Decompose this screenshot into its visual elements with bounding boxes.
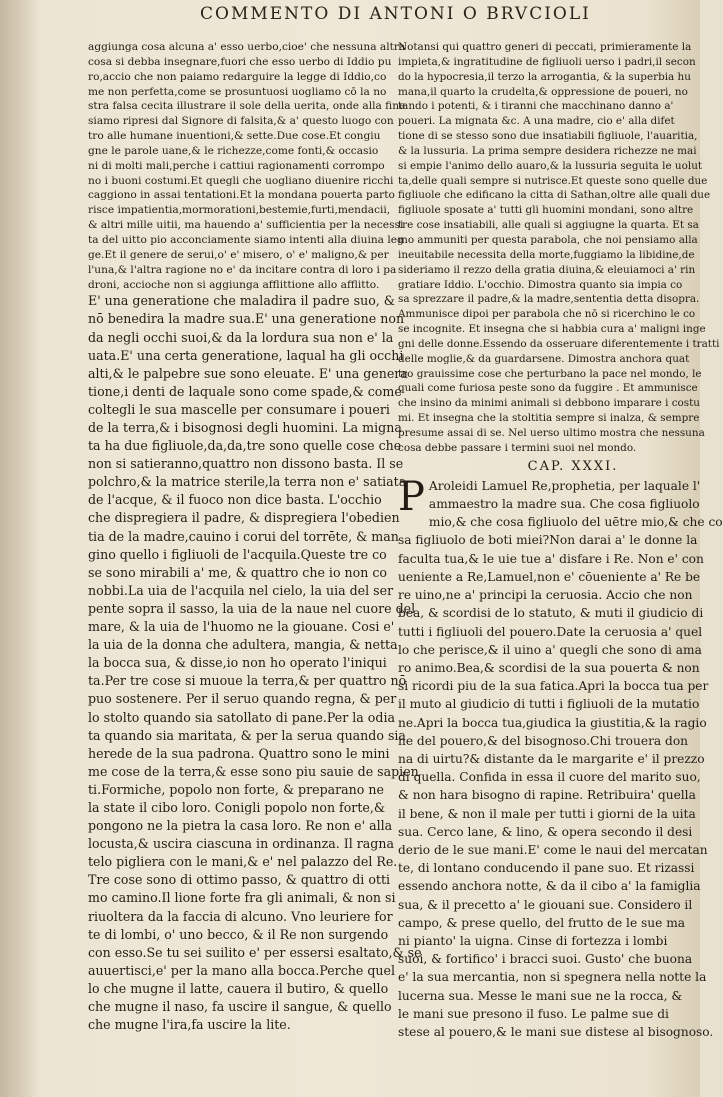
scripture-line: & non hara bisogno di rapine. Retribuira' quella xyxy=(398,788,696,803)
scripture-line: te di lombi, o' uno becco, & il Re non surgendo xyxy=(88,926,389,942)
commentary-line: siamo ripresi dal Signore di falsita,& a' questo luogo con xyxy=(88,115,394,128)
scripture-line: ro animo.Bea,& scordisi de la sua pouerta & non xyxy=(398,660,700,675)
commentary-line: risce impatientia,mormorationi,bestemie,furti,mendacii, xyxy=(88,204,391,217)
scripture-line: nō benedira la madre sua.E' una generatione non xyxy=(88,311,405,327)
commentary-line: caggiono in assai tentationi.Et la mondana pouerta parto xyxy=(88,189,395,202)
scripture-line: che mugne il naso, fa uscire il sangue, & quello xyxy=(88,999,392,1014)
commentary-line: tro grauissime cose che perturbano la pace nel mondo, le xyxy=(398,367,702,380)
chapter-heading: CAP. XXXI. xyxy=(527,458,619,474)
scripture-line: ne.Apri la bocca tua,giudica la giustitia,& la ragio xyxy=(398,715,707,730)
scripture-line: si ricordi piu de la sua fatica.Apri la bocca tua per xyxy=(398,679,709,694)
scripture-line: puo sostenere. Per il seruo quando regna, & per xyxy=(88,691,397,707)
commentary-line: ge.Et il genere de serui,o' e' misero, o' e' maligno,& per xyxy=(88,248,389,261)
commentary-line: Ammunisce dipoi per parabola che nō si ricerchino le co xyxy=(398,308,696,321)
commentary-line: do la hypocresia,il terzo la arrogantia, & la superbia hu xyxy=(398,70,691,83)
scripture-line: me cose de la terra,& esse sono piu sauie de sapien xyxy=(88,763,419,779)
scripture-line: ueniente a Re,Lamuel,non e' cōueniente a' Re be xyxy=(398,569,701,584)
scripture-line: mare, & la uia de l'huomo ne la giouane. Cosi e' xyxy=(88,619,395,635)
commentary-line: ta del uitto pio acconciamente siamo intenti alla diuina leg xyxy=(88,233,404,246)
scripture-line: sua, & il precetto a' le giouani sue. Considero il xyxy=(398,897,693,912)
scripture-line: non si satieranno,quattro non dissono basta. Il se xyxy=(88,456,404,472)
commentary-line: ni di molti mali,perche i cattiui ragionamenti corrompo xyxy=(88,159,385,172)
commentary-line: droni, accioche non si aggiunga afflittione allo afflitto. xyxy=(88,278,380,291)
scripture-line: ammaestro la madre sua. Che cosa figliuolo xyxy=(428,497,700,512)
running-title: COMMENTO DI ANTONI O BRVCIOLI xyxy=(200,4,591,24)
commentary-line: impieta,& ingratitudine de figliuoli uerso i padri,il secon xyxy=(398,55,696,68)
scripture-line: stese al pouero,& le mani sue distese al bisognoso. xyxy=(398,1024,714,1039)
commentary-line: mo ammuniti per questa parabola, che noi pensiamo alla xyxy=(398,233,698,246)
scripture-line: ta ha due figliuole,da,da,tre sono quelle cose che xyxy=(88,438,402,454)
scripture-line: con esso.Se tu sei suilito e' per essersi esaltato,& se xyxy=(88,944,422,960)
scripture-line: lo stolto quando sia satollato di pane.Per la odia xyxy=(88,709,395,725)
right-column xyxy=(398,40,723,1041)
commentary-line: mana,il quarto la crudelta,& oppressione de poueri, no xyxy=(398,85,688,98)
commentary-line: si empie l'animo dello auaro,& la lussuria seguita le uolut xyxy=(398,159,703,172)
commentary-line: quali come furiosa peste sono da fuggire . Et ammunisce xyxy=(398,382,698,395)
scripture-line: pongono ne la pietra la casa loro. Re non e' alla xyxy=(88,818,393,834)
commentary-line: ta,delle quali sempre si nutrisce.Et queste sono quelle due xyxy=(398,174,708,187)
commentary-line: cosa si debba insegnare,fuori che esso uerbo di Iddio pu xyxy=(88,55,392,68)
scripture-line: alti,& le palpebre sue sono eleuate. E' una genera xyxy=(88,365,408,381)
commentary-line: figliuole che edificano la citta di Sathan,oltre alle quali due xyxy=(398,189,711,202)
scripture-line: se sono mirabili a' me, & quattro che io non co xyxy=(88,564,387,580)
scripture-line: la bocca sua, & disse,io non ho operato l'iniqui xyxy=(88,655,387,671)
commentary-block-right xyxy=(398,40,720,456)
scripture-line: la state il cibo loro. Conigli popolo non forte,& xyxy=(88,799,386,815)
scripture-line: il muto al giudicio di tutti i figliuoli de la mutatio xyxy=(398,697,700,712)
commentary-line: tando i potenti, & i tiranni che macchinano danno a' xyxy=(398,100,674,113)
scripture-block-left xyxy=(88,292,422,1034)
commentary-line: & altri mille uitii, ma hauendo a' sufficientia per la necessi xyxy=(88,219,404,232)
scripture-line: ni pianto' la uigna. Cinse di fortezza i lombi xyxy=(398,933,668,948)
scripture-line: te, di lontano conducendo il pane suo. Et rizassi xyxy=(398,861,695,876)
scripture-line: sa figliuolo de boti miei?Non darai a' le donne la xyxy=(398,533,698,548)
scripture-line: gino quello i figliuoli de l'acquila.Queste tre co xyxy=(88,546,387,562)
scripture-line: ta.Per tre cose si muoue la terra,& per quattro nō xyxy=(88,673,407,689)
scripture-line: tutti i figliuoli del pouero.Date la ceruosia a' quel xyxy=(398,624,703,639)
commentary-line: & la lussuria. La prima sempre desidera richezze ne mai xyxy=(398,144,697,157)
commentary-line: delle moglie,& da guardarsene. Dimostra anchora quat xyxy=(398,352,690,365)
left-column xyxy=(88,40,422,1034)
drop-cap: P xyxy=(398,473,425,520)
scripture-line: e' la sua mercantia, non si spegnera nella notte la xyxy=(398,970,707,985)
commentary-line: ineuitabile necessita della morte,fuggiamo la libidine,de xyxy=(398,248,695,261)
commentary-line: sideriamo il rezzo della gratia diuina,& eleuiamoci a' rin xyxy=(398,263,696,276)
scripture-line: E' una generatione che maladira il padre suo, & xyxy=(88,293,396,309)
scripture-line: derio de le sue mani.E' come le naui del mercatan xyxy=(398,842,708,857)
scripture-line: lo che perisce,& il uino a' quegli che sono di ama xyxy=(398,642,702,657)
commentary-line: aggiunga cosa alcuna a' esso uerbo,cioe' che nessuna altra xyxy=(88,41,406,53)
commentary-line: presume assai di se. Nel uerso ultimo mostra che nessuna xyxy=(398,426,705,439)
scripture-line: tia de la madre,cauino i corui del torrēte, & man xyxy=(88,528,399,544)
scripture-line: ti.Formiche, popolo non forte, & preparano ne xyxy=(88,781,384,797)
commentary-line: no i buoni costumi.Et quegli che uogliano diuenire ricchi xyxy=(88,174,394,187)
commentary-line: tro alle humane inuentioni,& sette.Due cose.Et congiu xyxy=(88,130,381,143)
commentary-line: mi. Et insegna che la stoltitia sempre si inalza, & sempre xyxy=(398,412,700,425)
scripture-line: il bene, & non il male per tutti i giorni de la uita xyxy=(398,806,696,821)
scripture-line: ne del pouero,& del bisognoso.Chi trouera don xyxy=(398,733,689,748)
scripture-line: Aroleidi Lamuel Re,prophetia, per laquale l' xyxy=(428,478,701,493)
commentary-line: me non perfetta,come se prosuntuosi uogliamo cō la no xyxy=(88,85,387,98)
scripture-line: coltegli le sua mascelle per consumare i poueri xyxy=(88,401,390,417)
scripture-line: faculta tua,& le uie tue a' disfare i Re. Non e' con xyxy=(398,551,704,566)
commentary-line: ro,accio che non paiamo redarguire la legge di Iddio,co xyxy=(88,70,387,83)
commentary-line: che insino da minimi animali si debbono imparare i costu xyxy=(398,397,700,410)
scripture-line: de l'acque, & il fuoco non dice basta. L'occhio xyxy=(88,492,382,508)
scripture-line: mio,& che cosa figliuolo del uētre mio,& che co xyxy=(428,515,723,530)
scripture-line: suoi, & fortifico' i bracci suoi. Gusto' che buona xyxy=(398,952,693,967)
scripture-line: locusta,& uscira ciascuna in ordinanza. Il ragna xyxy=(88,836,394,852)
scripture-line: polchro,& la matrice sterile,la terra non e' satiata xyxy=(88,474,407,490)
scripture-line: che dispregiera il padre, & dispregiera l'obedien xyxy=(88,510,400,526)
commentary-line: se incognite. Et insegna che si habbia cura a' maligni inge xyxy=(398,323,706,336)
scripture-line: essendo anchora notte, & da il cibo a' la famiglia xyxy=(398,879,701,894)
scripture-block-right xyxy=(398,473,723,1041)
commentary-line: figliuole sposate a' tutti gli huomini mondani, sono altre xyxy=(398,204,694,217)
commentary-line: cosa debbe passare i termini suoi nel mondo. xyxy=(398,441,637,454)
commentary-line: tione di se stesso sono due insatiabili figliuole, l'auaritia, xyxy=(398,130,698,143)
scripture-line: na di uirtu?& distante da le margarite e' il prezzo xyxy=(398,751,705,766)
scripture-line: telo pigliera con le mani,& e' nel palazzo del Re. xyxy=(88,854,398,870)
scripture-line: mo camino.Il lione forte fra gli animali, & non si xyxy=(88,890,396,906)
scripture-line: tione,i denti de laquale sono come spade,& come xyxy=(88,383,402,399)
scripture-line: bea, & scordisi de lo statuto, & muti il giudicio di xyxy=(398,606,704,621)
scripture-line: pente sopra il sasso, la uia de la naue nel cuore del xyxy=(88,600,416,616)
scripture-line: la uia de la donna che adultera, mangia, & netta xyxy=(88,637,398,653)
scripture-line: campo, & prese quello, del frutto de le sue ma xyxy=(398,915,686,930)
commentary-line: gratiare Iddio. L'occhio. Dimostra quanto sia impia co xyxy=(398,278,683,291)
commentary-line: poueri. La mignata &c. A una madre, cio e' alla difet xyxy=(398,115,675,128)
scripture-line: riuoltera da la faccia di alcuno. Vno leuriere for xyxy=(88,908,393,924)
commentary-line: tre cose insatiabili, alle quali si aggiugne la quarta. Et sa xyxy=(398,219,699,232)
commentary-line: l'una,& l'altra ragione no e' da incitare contra di loro i pa xyxy=(88,263,397,276)
scripture-line: nobbi.La uia de l'acquila nel cielo, la uia del ser xyxy=(88,582,394,598)
scripture-line: re uino,ne a' principi la ceruosia. Accio che non xyxy=(398,588,693,603)
scripture-line: le mani sue presono il fuso. Le palme sue di xyxy=(398,1006,669,1021)
scripture-line: di quella. Confida in essa il cuore del marito suo, xyxy=(398,770,701,785)
commentary-line: Notansi qui quattro generi di peccati, primieramente la xyxy=(398,41,692,53)
commentary-line: gni delle donne.Essendo da osseruare diferentemente i tratti xyxy=(398,337,720,350)
gutter-shadow xyxy=(0,0,40,1097)
commentary-line: sa sprezzare il padre,& la madre,sententia detta disopra. xyxy=(398,293,700,306)
scripture-line: herede de la sua padrona. Quattro sono le mini xyxy=(88,745,390,761)
scripture-line: lucerna sua. Messe le mani sue ne la rocca, & xyxy=(398,988,683,1003)
commentary-line: stra falsa cecita illustrare il sole della uerita, onde alla fine xyxy=(88,100,406,113)
scripture-line: Tre cose sono di ottimo passo, & quattro di otti xyxy=(88,872,391,888)
scripture-line: lo che mugne il latte, cauera il butiro, & quello xyxy=(88,980,389,996)
scripture-line: sua. Cerco lane, & lino, & opera secondo il desi xyxy=(398,824,693,839)
scripture-line: uata.E' una certa generatione, laqual ha gli occhi xyxy=(88,347,404,363)
scripture-line: auuertisci,e' per la mano alla bocca.Perche quel xyxy=(88,962,395,978)
commentary-block-left xyxy=(88,40,406,292)
scripture-line: che mugne l'ira,fa uscire la lite. xyxy=(88,1017,291,1033)
scripture-line: da negli occhi suoi,& da la lordura sua non e' la xyxy=(88,329,394,345)
scripture-line: ta quando sia maritata, & per la serua quando sia xyxy=(88,727,406,743)
scripture-line: de la terra,& i bisognosi degli huomini. La migna xyxy=(88,420,402,435)
commentary-line: gne le parole uane,& le richezze,come fonti,& occasio xyxy=(88,144,379,157)
